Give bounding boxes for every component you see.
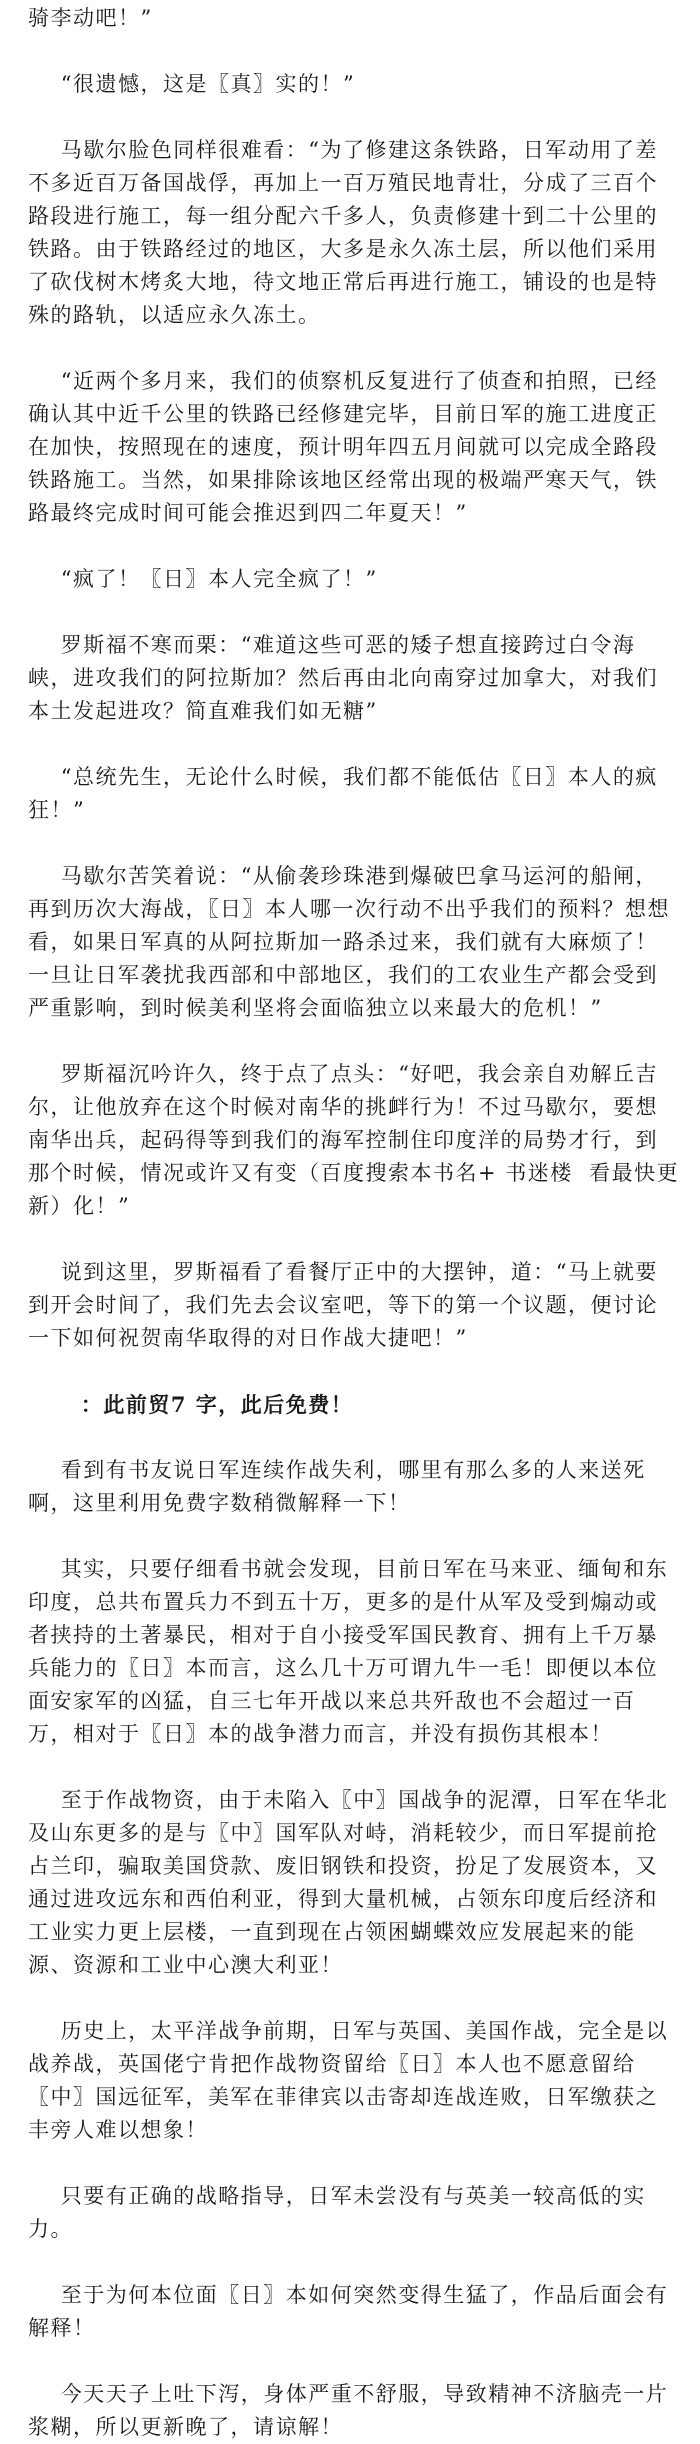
paragraph-9: 说到这里，罗斯福看了看餐厅正中的大摆钟，道：“马上就要到开会时间了，我们先去会议室吧，等下的第一个议题，便讨论一下如何祝贺南华取得的对日作战大捷吧！”: [28, 1260, 658, 1350]
paragraph-14: 历史上，太平洋战争前期，日军与英国、美国作战，完全是以战养战，英国佬宁肯把作战物资留给〖日〗本人也不愿意留给〖中〗国远征军，美军在菲律宾以击寄却连战连败，日军缴获之丰旁人难以想象！: [28, 2019, 669, 2142]
paragraph-15: 只要有正确的战略指导，日军未尝没有与英美一较高低的实力。: [28, 2184, 646, 2241]
paragraph-8: 罗斯福沉吟许久，终于点了点头：“好吧，我会亲自劝解丘吉尔，让他放弃在这个时候对南华的挑衅行为！不过马歇尔，要想南华出兵，起码得等到我们的海军控制住印度洋的局势才行，到那个时候，情况或许又有变（百度搜索本书名+ 书迷楼 看最快更新）化！”: [28, 1062, 680, 1218]
paragraph-3: “近两个多月来，我们的侦察机反复进行了侦查和拍照，已经确认其中近千公里的铁路已经修建完毕，目前日军的施工进度正在加快，按照现在的速度，预计明年四五月间就可以完成全路段铁路施工。当然，如果排除该地区经常出现的极端严寒天气，铁路最终完成时间可能会推迟到四二年夏天！”: [28, 369, 658, 525]
paragraph-1: “很遗憾，这是〖真〗实的！”: [28, 72, 356, 96]
paragraph-16: 至于为何本位面〖日〗本如何突然变得生猛了，作品后面会有解释！: [28, 2283, 669, 2340]
paragraph-2: 马歇尔脸色同样很难看：“为了修建这条铁路，日军动用了差不多近百万备国战俘，再加上一百万殖民地青壮，分成了三百个路段进行施工，每一组分配六千多人，负责修建十到二十公里的铁路。由于铁路经过的地区，大多是永久冻土层，所以他们采用了砍伐树木烤炙大地，待文地正常后再进行施工，铺设的也是特殊的路轨，以适应永久冻土。: [28, 138, 658, 327]
paragraph-0: 骑李动吧！”: [28, 6, 153, 30]
paragraph-5: 罗斯福不寒而栗：“难道这些可恶的矮子想直接跨过白令海峡，进攻我们的阿拉斯加？然后再由北向南穿过加拿大，对我们本土发起进攻？简直难我们如无糖”: [28, 633, 658, 723]
paragraph-4: “疯了！〖日〗本人完全疯了！”: [28, 567, 378, 591]
paragraph-13: 至于作战物资，由于未陷入〖中〗国战争的泥潭，日军在华北及山东更多的是与〖中〗国军队对峙，消耗较少，而日军提前抢占兰印，骗取美国贷款、废旧钢铁和投资，扮足了发展资本，又通过进攻远东和西伯利亚，得到大量机械，占领东印度后经济和工业实力更上层楼，一直到现在占领困蝴蝶效应发展起来的能源、资源和工业中心澳大利亚！: [28, 1788, 669, 1977]
paragraph-10: ：此前贸7 字，此后免费！: [28, 1392, 354, 1417]
paragraph-12: 其实，只要仔细看书就会发现，目前日军在马来亚、缅甸和东印度，总共布置兵力不到五十万，更多的是什从军及受到煽动或者挟持的土著暴民，相对于自小接受军国民教育、拥有上千万暴兵能力的〖日〗本而言，这么几十万可谓九牛一毛！即便以本位面安家军的凶猛，自三七年开战以来总共歼敌也不会超过一百万，相对于〖日〗本的战争潜力而言，并没有损伤其根本！: [28, 1557, 669, 1746]
paragraph-7: 马歇尔苦笑着说：“从偷袭珍珠港到爆破巴拿马运河的船闸，再到历次大海战，〖日〗本人哪一次行动不出乎我们的预料？想想看，如果日军真的从阿拉斯加一路杀过来，我们就有大麻烦了！一旦让日军袭扰我西部和中部地区，我们的工农业生产都会受到严重影响，到时候美利坚将会面临独立以来最大的危机！”: [28, 864, 670, 1020]
paragraph-11: 看到有书友说日军连续作战失利，哪里有那么多的人来送死啊，这里利用免费字数稍微解释一下！: [28, 1458, 646, 1515]
paragraph-17: 今天天子上吐下泻，身体严重不舒服，导致精神不济脑壳一片浆糊，所以更新晚了，请谅解！: [28, 2382, 669, 2439]
paragraph-6: “总统先生，无论什么时候，我们都不能低估〖日〗本人的疯狂！”: [28, 765, 658, 822]
